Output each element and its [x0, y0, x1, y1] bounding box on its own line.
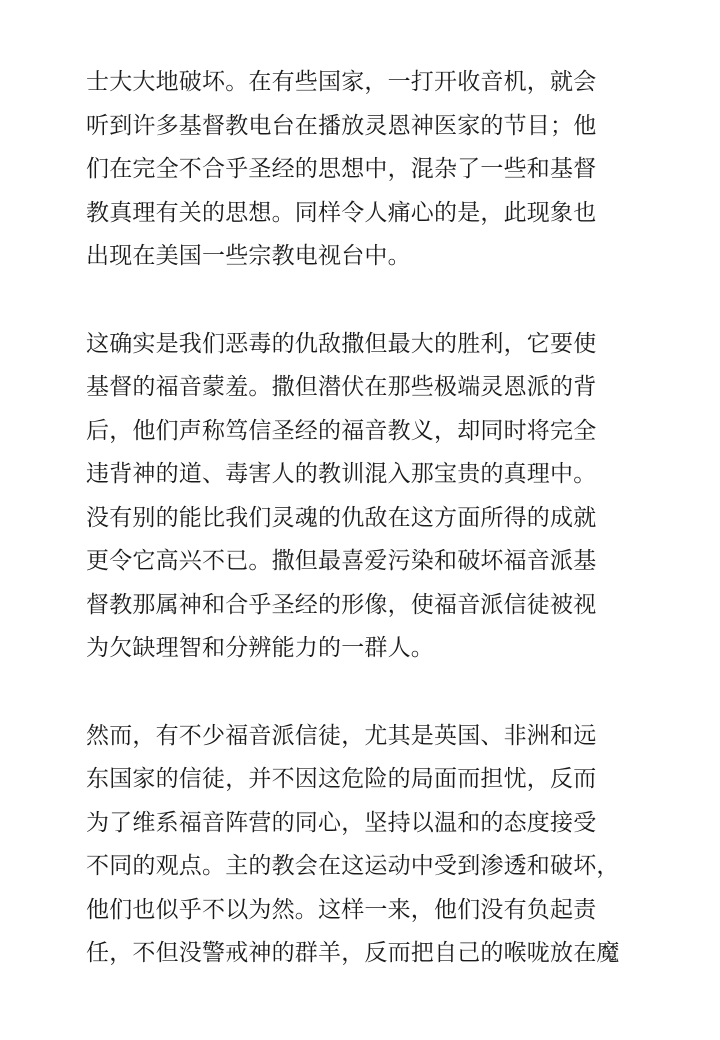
text-line: 然而，有不少福音派信徒，尤其是英国、非洲和远 [86, 722, 597, 749]
text-line: 基督的福音蒙羞。撒但潜伏在那些极端灵恩派的背 [86, 374, 597, 400]
text-line: 这确实是我们恶毒的仇敌撒但最大的胜利，它要使 [86, 330, 597, 357]
paragraph-1 [86, 61, 631, 279]
text-line: 出现在美国一些宗教电视台中。 [86, 243, 411, 269]
text-line: 督教那属神和合乎圣经的形像，使福音派信徒被视 [86, 591, 597, 618]
text-line: 他们也似乎不以为然。这样一来，他们没有负起责 [86, 896, 597, 923]
text-line: 教真理有关的思想。同样令人痛心的是，此现象也 [86, 199, 597, 226]
document-body [86, 61, 631, 1020]
text-line: 更令它高兴不已。撒但最喜爱污染和破坏福音派基 [86, 548, 597, 574]
text-line: 为欠缺理智和分辨能力的一群人。 [86, 635, 434, 661]
text-line: 不同的观点。主的教会在这运动中受到渗透和破坏， [86, 853, 620, 879]
text-line: 为了维系福音阵营的同心，坚持以温和的态度接受 [86, 809, 597, 836]
paragraph-2 [86, 323, 631, 671]
text-line: 士大大地破坏。在有些国家，一打开收音机，就会 [86, 69, 597, 95]
text-line: 东国家的信徒，并不因这危险的局面而担忧，反而 [86, 766, 597, 792]
text-line: 后，他们声称笃信圣经的福音教义，却同时将完全 [86, 417, 597, 444]
text-line: 违背神的道、毒害人的教训混入那宝贵的真理中。 [86, 461, 597, 487]
text-line: 们在完全不合乎圣经的思想中，混杂了一些和基督 [86, 156, 597, 182]
text-line: 任，不但没警戒神的群羊，反而把自己的喉咙放在魔 [86, 940, 620, 966]
text-line: 听到许多基督教电台在播放灵恩神医家的节目；他 [86, 112, 597, 139]
text-line: 没有别的能比我们灵魂的仇敌在这方面所得的成就 [86, 504, 597, 531]
paragraph-3 [86, 715, 631, 976]
